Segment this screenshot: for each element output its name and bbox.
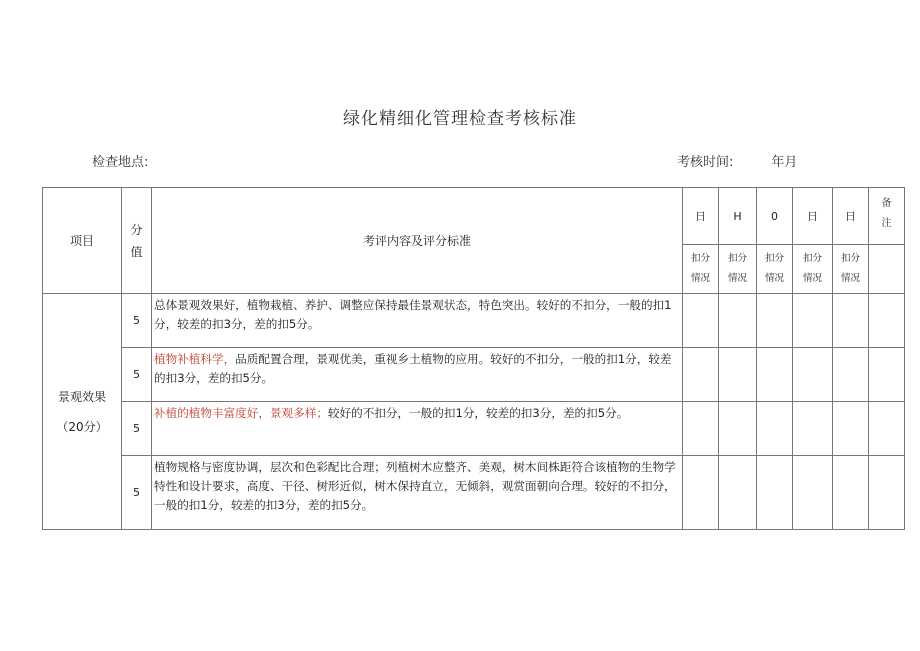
check-cell[interactable]: [833, 294, 869, 348]
deduct-status: 情况: [802, 273, 822, 284]
deduct-label: 扣分: [690, 253, 710, 264]
note-cell[interactable]: [869, 402, 905, 456]
row-criteria-text: 品质配置合理，景观优美，重视乡土植物的应用。较好的不扣分，一般的扣1分，较差的扣3分，差的扣5分。: [154, 352, 672, 385]
category-name: 景观效果: [57, 389, 106, 404]
row-criteria: [152, 456, 683, 530]
check-cell[interactable]: [719, 402, 757, 456]
row-criteria-text: 总体景观效果好，植物栽植、养护、调整应保持最佳景观状态，特色突出。较好的不扣分，一般的扣1分，较差的扣3分，差的扣5分。: [154, 298, 672, 331]
header-day-4: 日: [793, 188, 833, 245]
check-cell[interactable]: [757, 348, 793, 402]
deduct-header-note: [869, 245, 905, 294]
header-note-line1: 备: [881, 198, 892, 209]
note-cell[interactable]: [869, 456, 905, 530]
deduct-status: 情况: [764, 273, 784, 284]
note-cell[interactable]: [869, 348, 905, 402]
deduct-label: 扣分: [764, 253, 784, 264]
header-day-5: 日: [833, 188, 869, 245]
check-cell[interactable]: [757, 294, 793, 348]
header-score-line2: 值: [130, 244, 143, 259]
check-cell[interactable]: [833, 456, 869, 530]
time-value: 年月: [771, 155, 798, 170]
deduct-status: 情况: [727, 273, 747, 284]
header-score: [122, 188, 152, 294]
check-cell[interactable]: [793, 348, 833, 402]
check-cell[interactable]: [833, 348, 869, 402]
row-criteria-text: 较好的不扣分，一般的扣1分，较差的扣3分，差的扣5分。: [327, 406, 629, 420]
header-criteria: 考评内容及评分标准: [152, 188, 683, 294]
check-cell[interactable]: [719, 294, 757, 348]
deduct-header-4: [793, 245, 833, 294]
check-cell[interactable]: [757, 402, 793, 456]
check-cell[interactable]: [683, 402, 719, 456]
row-criteria: [152, 402, 683, 456]
inspection-table: [42, 187, 905, 530]
check-cell[interactable]: [757, 456, 793, 530]
deduct-status: 情况: [840, 273, 860, 284]
row-score: 5: [122, 294, 152, 348]
check-cell[interactable]: [719, 456, 757, 530]
row-score: 5: [122, 348, 152, 402]
header-project: 项目: [43, 188, 122, 294]
time-field: [677, 151, 797, 170]
check-cell[interactable]: [683, 294, 719, 348]
check-cell[interactable]: [793, 456, 833, 530]
check-cell[interactable]: [683, 456, 719, 530]
deduct-header-1: [683, 245, 719, 294]
header-score-line1: 分: [130, 222, 143, 237]
header-note: [869, 188, 905, 245]
row-criteria-highlight: 植物补植科学，: [154, 352, 236, 366]
category-points: （20分）: [56, 419, 108, 434]
deduct-header-3: [757, 245, 793, 294]
row-criteria-highlight: 补植的植物丰富度好，景观多样；: [154, 406, 328, 420]
note-cell[interactable]: [869, 294, 905, 348]
row-criteria: [152, 294, 683, 348]
deduct-header-5: [833, 245, 869, 294]
category-cell: [43, 294, 122, 530]
header-note-line2: 注: [881, 218, 892, 229]
row-criteria: [152, 348, 683, 402]
check-cell[interactable]: [683, 348, 719, 402]
header-day-3: 0: [757, 188, 793, 245]
deduct-label: 扣分: [802, 253, 822, 264]
row-criteria-text: 植物规格与密度协调，层次和色彩配比合理；列植树木应整齐、美观，树木间株距符合该植物的生物学特性和设计要求，高度、干径、树形近似，树木保持直立，无倾斜，观赏面朝向合理。较好的不扣分，一般的扣1分，较差的扣3分，差的扣5分。: [154, 460, 676, 512]
check-cell[interactable]: [719, 348, 757, 402]
row-score: 5: [122, 402, 152, 456]
deduct-label: 扣分: [727, 253, 747, 264]
header-day-1: 日: [683, 188, 719, 245]
table-row: [43, 456, 905, 530]
check-cell[interactable]: [793, 402, 833, 456]
deduct-header-2: [719, 245, 757, 294]
table-row: [43, 402, 905, 456]
deduct-label: 扣分: [840, 253, 860, 264]
row-score: 5: [122, 456, 152, 530]
page-title: 绿化精细化管理检查考核标准: [343, 109, 577, 129]
deduct-status: 情况: [690, 273, 710, 284]
header-day-2: H: [719, 188, 757, 245]
table-row: [43, 348, 905, 402]
location-label: 检查地点:: [92, 155, 149, 170]
check-cell[interactable]: [793, 294, 833, 348]
time-label: 考核时间:: [677, 155, 734, 170]
table-row: [43, 294, 905, 348]
check-cell[interactable]: [833, 402, 869, 456]
